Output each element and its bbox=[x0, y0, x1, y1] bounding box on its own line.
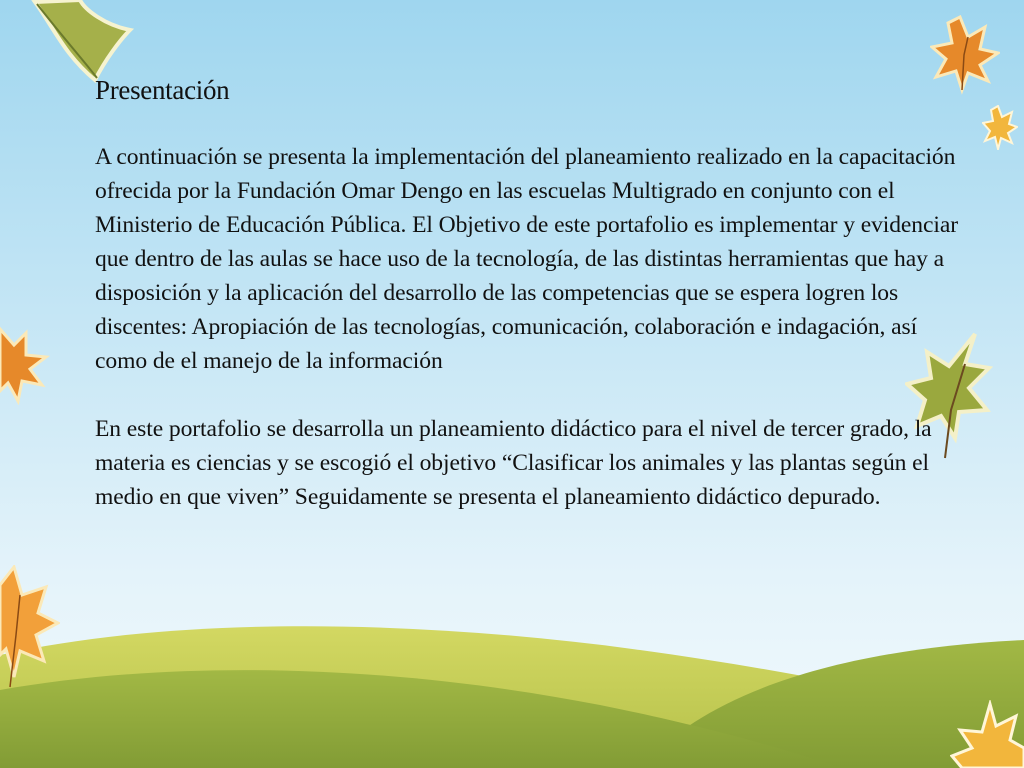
text-content bbox=[95, 70, 965, 514]
paragraph-portfolio: En este portafolio se desarrolla un planeamiento didáctico para el nivel de tercer grado, la materia es ciencias y se escogió el objetivo “Clasificar los animales y las plantas según el medio en que viven” Seguidamente se presenta el planeamiento didáctico depurado. bbox=[95, 416, 932, 510]
paragraph-introduction: A continuación se presenta la implementación del planeamiento realizado en la capacitación ofrecida por la Fundación Omar Dengo en las escuelas Multigrado en conjunto con el Ministerio de Educación Pública. El Objetivo de este portafolio es implementar y evidenciar que dentro de las aulas se hace uso de la tecnología, de las distintas herramientas que hay a disposición y la aplicación del desarrollo de las competencias que se espera logren los discentes: Apropiación de las tecnologías, comunicación, colaboración e indagación, así como de el manejo de la información bbox=[95, 144, 958, 374]
leaf-bottom-right-icon bbox=[950, 700, 1024, 768]
leaf-top-right-small-icon bbox=[982, 105, 1018, 150]
paragraph-spacer bbox=[95, 378, 965, 412]
leaf-left-orange-icon bbox=[0, 325, 50, 405]
slide-title: Presentación bbox=[95, 75, 230, 105]
leaf-bottom-left-icon bbox=[0, 565, 60, 690]
